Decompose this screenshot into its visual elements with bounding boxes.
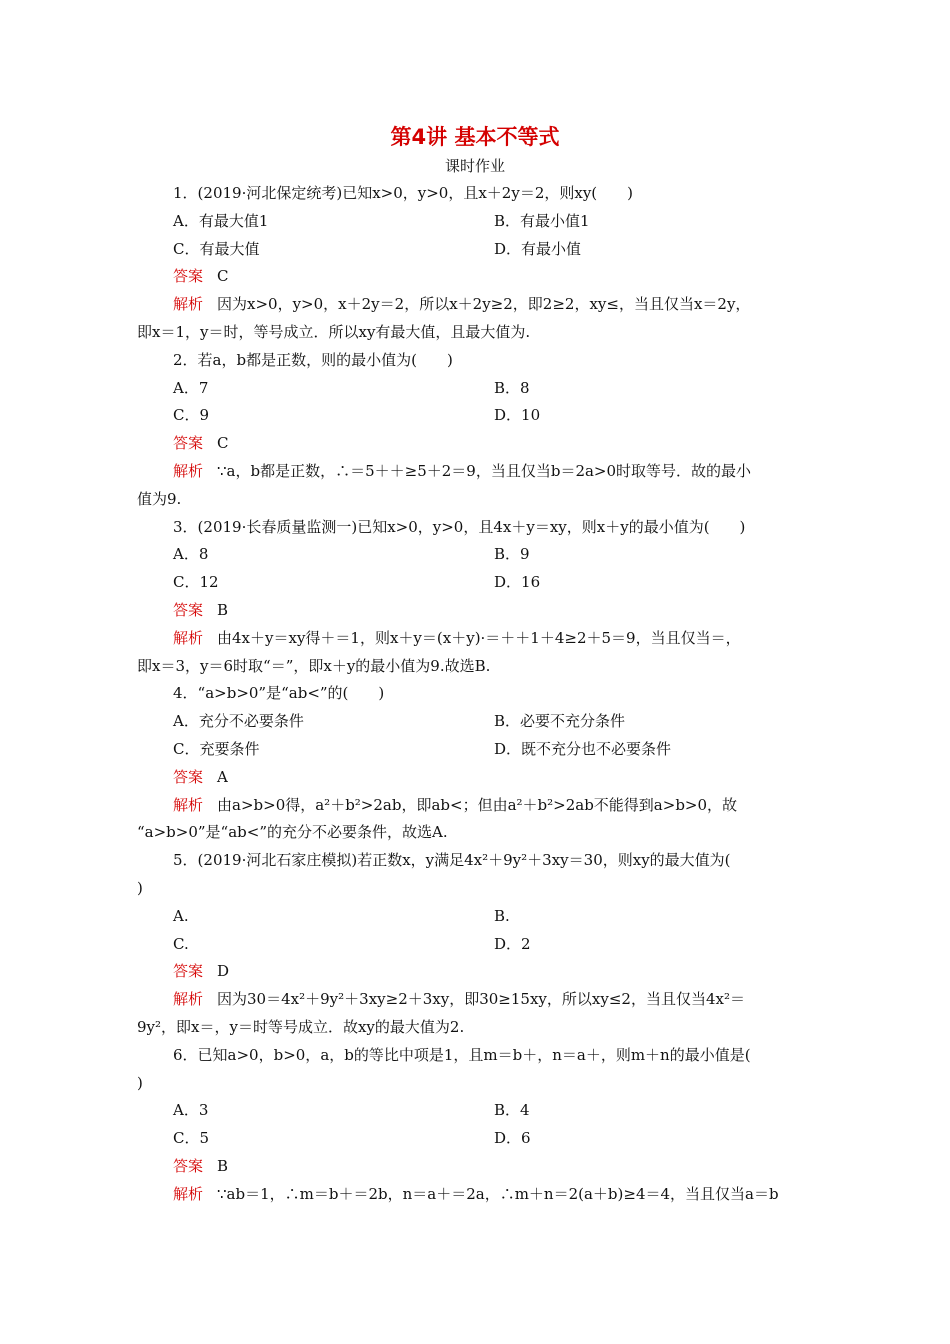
answer-value: B <box>217 1156 229 1175</box>
analysis-label: 解析 <box>173 628 204 647</box>
question-1-stem: 1．(2019·河北保定统考)已知x>0，y>0，且x＋2y＝2，则xy( ) <box>173 184 634 202</box>
question-3-analysis-cont: 即x＝3，y＝6时取“＝”，即x＋y的最小值为9.故选B. <box>137 656 491 675</box>
answer-value: C <box>217 267 229 286</box>
analysis-text: 因为x>0，y>0，x＋2y＝2，所以x＋2y≥2，即2≥2，xy≤，当且仅当x＝2y， <box>217 295 751 314</box>
question-4-answer <box>137 764 815 792</box>
question-6-stem: 6．已知a>0，b>0，a，b的等比中项是1，且m＝b＋，n＝a＋，则m＋n的最小值是( <box>173 1045 751 1064</box>
option-b: B．8 <box>494 378 530 397</box>
option-b: B. <box>494 906 510 925</box>
answer-label: 答案 <box>173 962 204 981</box>
question-1-analysis <box>137 291 815 319</box>
answer-value: C <box>217 434 229 453</box>
option-b: B．有最小值1 <box>494 211 590 230</box>
answer-label: 答案 <box>173 600 204 619</box>
option-a: A．7 <box>173 378 209 397</box>
analysis-label: 解析 <box>173 295 204 314</box>
question-3-options <box>137 569 815 597</box>
option-a: A．有最大值1 <box>173 211 269 230</box>
analysis-label: 解析 <box>173 461 204 480</box>
question-6-answer <box>137 1153 815 1181</box>
question-4-analysis <box>137 792 815 820</box>
question-6-options <box>137 1125 815 1153</box>
option-d: D．10 <box>494 406 541 425</box>
analysis-label: 解析 <box>173 990 204 1009</box>
option-c: C. <box>173 934 189 953</box>
question-3-analysis <box>137 625 815 653</box>
question-5-answer <box>137 958 815 986</box>
question-4-stem: 4．“a>b>0”是“ab<”的( ) <box>173 684 385 703</box>
option-c: C．12 <box>173 573 219 592</box>
question-1-options <box>137 208 815 236</box>
question-3-stem: 3．(2019·长春质量监测一)已知x>0，y>0，且4x＋y＝xy，则x＋y的最小值为( ) <box>173 517 746 536</box>
answer-value: D <box>217 962 230 981</box>
question-2-options <box>137 402 815 430</box>
question-6-options <box>137 1097 815 1125</box>
option-a: A．充分不必要条件 <box>173 712 304 731</box>
option-d: D．6 <box>494 1129 531 1148</box>
analysis-label: 解析 <box>173 795 204 814</box>
question-1-options <box>137 236 815 264</box>
analysis-text: 由4x＋y＝xy得＋＝1，则x＋y＝(x＋y)·＝＋＋1＋4≥2＋5＝9，当且仅当＝， <box>217 628 741 647</box>
question-5-analysis-cont: 9y²，即x＝，y＝时等号成立．故xy的最大值为2. <box>137 1017 465 1036</box>
question-3-options <box>137 541 815 569</box>
option-c: C．5 <box>173 1129 210 1148</box>
question-2-analysis <box>137 458 815 486</box>
analysis-label: 解析 <box>173 1184 204 1203</box>
question-5-analysis <box>137 986 815 1014</box>
question-6-stem-cont: ) <box>137 1073 143 1092</box>
question-5-stem-cont: ) <box>137 878 143 897</box>
question-2-analysis-cont: 值为9. <box>137 489 182 508</box>
question-5-options <box>137 931 815 959</box>
question-5-options <box>137 903 815 931</box>
option-a: A. <box>173 906 189 925</box>
option-d: D．有最小值 <box>494 239 582 258</box>
answer-label: 答案 <box>173 767 204 786</box>
option-c: C．充要条件 <box>173 739 260 758</box>
question-list <box>137 180 815 1208</box>
option-b: B．4 <box>494 1101 530 1120</box>
answer-label: 答案 <box>173 1156 204 1175</box>
option-c: C．9 <box>173 406 210 425</box>
option-b: B．9 <box>494 545 530 564</box>
option-a: A．8 <box>173 545 209 564</box>
option-d: D．16 <box>494 573 541 592</box>
option-a: A．3 <box>173 1101 209 1120</box>
question-4-options <box>137 736 815 764</box>
question-1-analysis-cont: 即x＝1，y＝时，等号成立．所以xy有最大值，且最大值为. <box>137 322 531 341</box>
option-d: D．2 <box>494 934 531 953</box>
page-subtitle: 课时作业 <box>444 157 505 175</box>
question-6-analysis <box>137 1181 815 1209</box>
option-c: C．有最大值 <box>173 239 260 258</box>
page-title: 第4讲 基本不等式 <box>390 125 560 149</box>
question-2-stem: 2．若a，b都是正数，则的最小值为( ) <box>173 350 453 369</box>
analysis-text: ∵ab＝1，∴m＝b＋＝2b，n＝a＋＝2a，∴m＋n＝2(a＋b)≥4＝4，当且仅当a＝b <box>217 1184 779 1203</box>
question-3-answer <box>137 597 815 625</box>
question-2-answer <box>137 430 815 458</box>
analysis-text: 由a>b>0得，a²＋b²>2ab，即ab<；但由a²＋b²>2ab不能得到a>b>0，故 <box>217 795 738 814</box>
question-2-options <box>137 375 815 403</box>
answer-label: 答案 <box>173 434 204 453</box>
answer-value: B <box>217 600 229 619</box>
option-b: B．必要不充分条件 <box>494 712 626 731</box>
question-5-stem: 5．(2019·河北石家庄模拟)若正数x，y满足4x²＋9y²＋3xy＝30，则xy的最大值为( <box>173 851 731 870</box>
analysis-text: 因为30＝4x²＋9y²＋3xy≥2＋3xy，即30≥15xy，所以xy≤2，当且仅当4x²＝ <box>217 990 745 1009</box>
question-4-options <box>137 708 815 736</box>
question-1-answer <box>137 263 815 291</box>
answer-value: A <box>217 767 228 786</box>
analysis-text: ∵a，b都是正数，∴＝5＋＋≥5＋2＝9，当且仅当b＝2a>0时取等号．故的最小 <box>217 461 752 480</box>
answer-label: 答案 <box>173 267 204 286</box>
option-d: D．既不充分也不必要条件 <box>494 739 672 758</box>
question-4-analysis-cont: “a>b>0”是“ab<”的充分不必要条件，故选A. <box>137 823 448 842</box>
